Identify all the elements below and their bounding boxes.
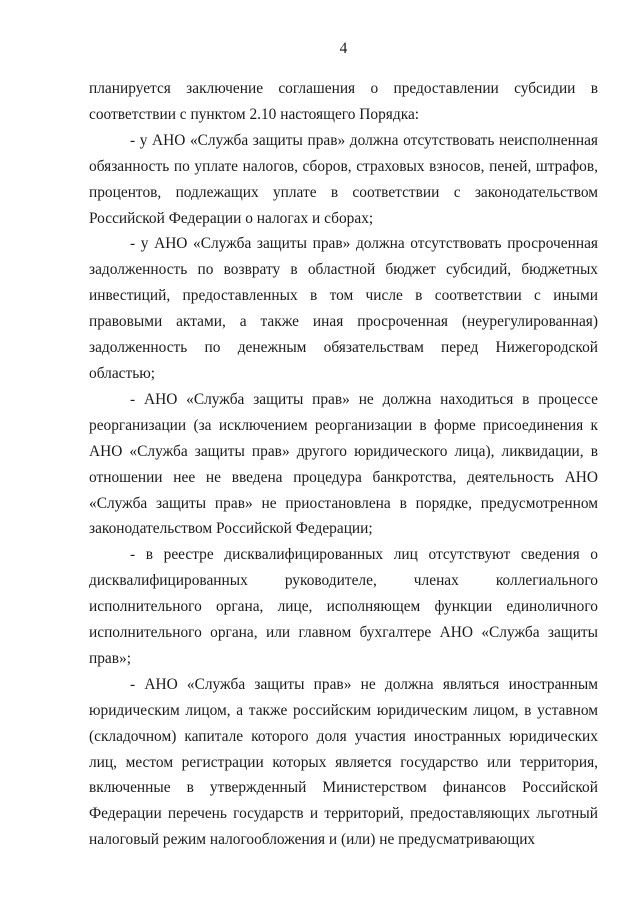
paragraph-continuation: планируется заключение соглашения о предоставлении субсидии в соответствии с пунктом 2.10 настоящего Порядка: bbox=[89, 80, 598, 123]
paragraph-disqualified-persons: - в реестре дисквалифицированных лиц отсутствуют сведения о дисквалифицированных руководителе, членах коллегиального исполнительного органа, лице, исполняющем функции единоличного исполнительного органа, или главном бухгалтере АНО «Служба защиты прав»; bbox=[89, 546, 598, 667]
paragraph-foreign-entity: - АНО «Служба защиты прав» не должна являться иностранным юридическим лицом, а также российским юридическим лицом, в уставном (складочном) капитале которого доля участия иностранных юридических лиц, местом регистрации которых является государство или территория, включенные в утвержденный Министерством финансов Российской Федерации перечень государств и территорий, предоставляющих льготный налоговый режим налогообложения и (или) не предусматривающих bbox=[89, 675, 598, 849]
page-number: 4 bbox=[339, 40, 348, 57]
paragraph-reorganization: - АНО «Служба защиты прав» не должна находиться в процессе реорганизации (за исключением реорганизации в форме присоединения к АНО «Служба защиты прав» другого юридического лица), ликвидации, в отношении нее не введена процедура банкротства, деятельность АНО «Служба защиты прав» не приостановлена в порядке, предусмотренном законодательством Российской Федерации; bbox=[89, 390, 598, 538]
paragraph-overdue-debt: - у АНО «Служба защиты прав» должна отсутствовать просроченная задолженность по возврату в областной бюджет субсидий, бюджетных инвестиций, предоставленных в том числе в соответствии с иными правовыми актами, а также иная просроченная (неурегулированная) задолженность по денежным обязательствам перед Нижегородской областью; bbox=[89, 235, 598, 382]
paragraph-tax-obligation: - у АНО «Служба защиты прав» должна отсутствовать неисполненная обязанность по уплате налогов, сборов, страховых взносов, пеней, штрафов, процентов, подлежащих уплате в соответствии с законодательством Российской Федерации о налогах и сборах; bbox=[89, 131, 598, 227]
